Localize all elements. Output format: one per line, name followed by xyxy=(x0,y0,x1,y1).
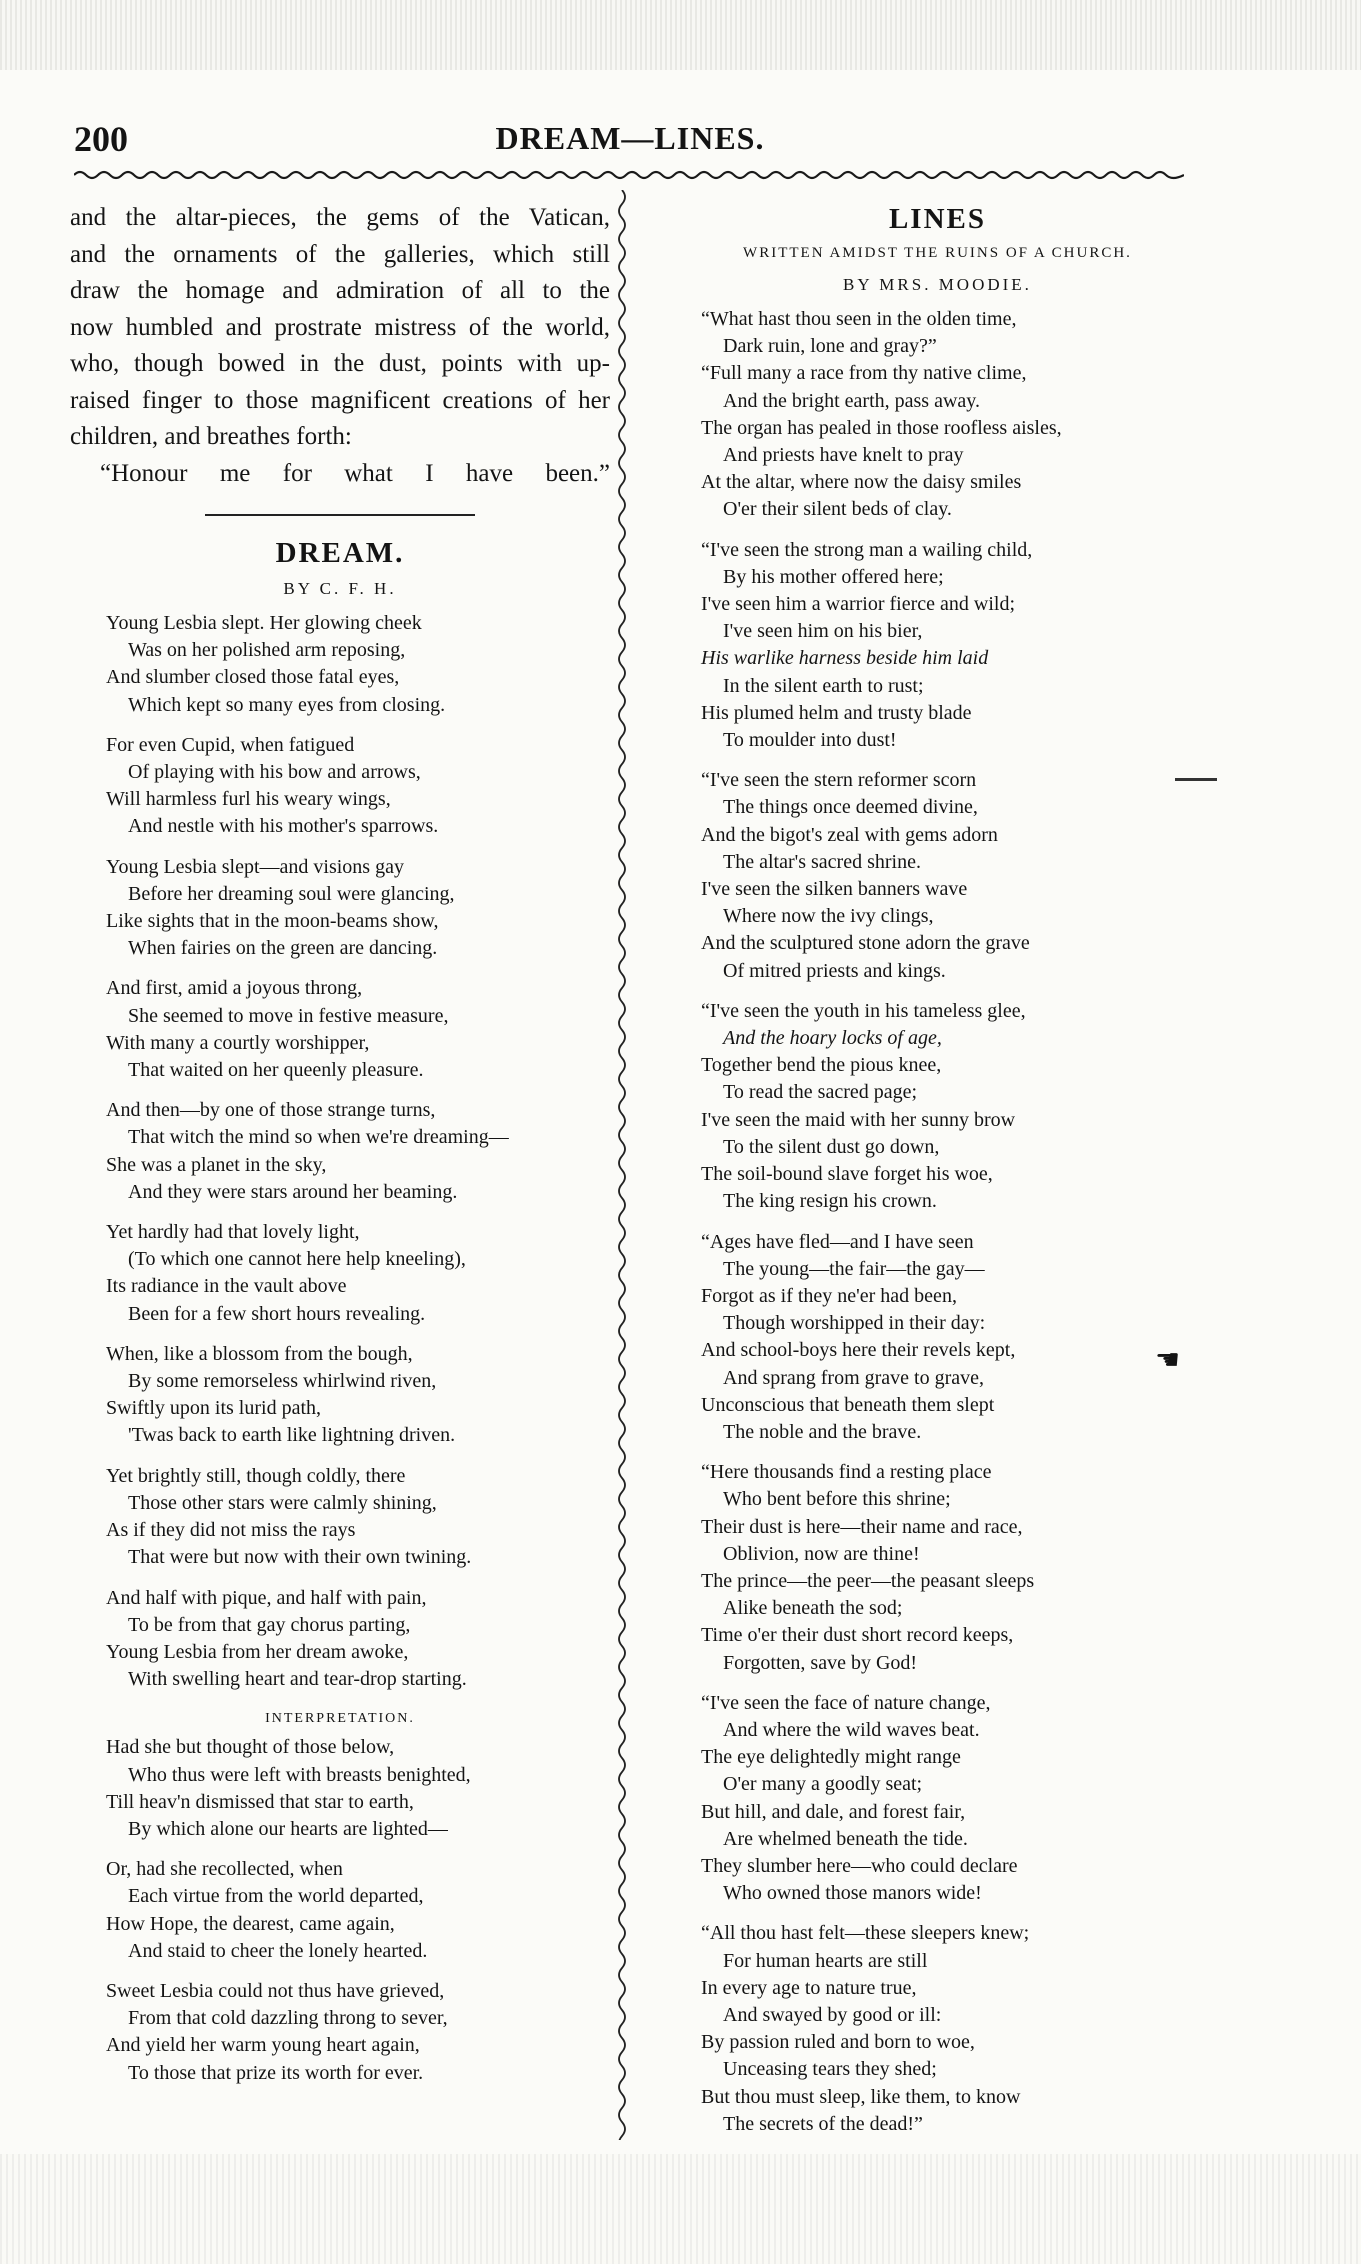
dream-title: DREAM. xyxy=(275,537,405,569)
verse-line: When fairies on the green are dancing. xyxy=(128,937,438,960)
verse-line: From that cold dazzling throng to sever, xyxy=(128,2007,448,2030)
verse-line: “I've seen the youth in his tameless glee, xyxy=(701,999,1026,1022)
verse-line: Forgotten, save by God! xyxy=(723,1651,918,1674)
verse-line: And swayed by good or ill: xyxy=(723,2003,942,2026)
header-wavy-rule xyxy=(74,166,1184,184)
verse-line: I've seen him on his bier, xyxy=(723,620,923,643)
prose-line: raised finger to those magnificent creations of her xyxy=(70,386,610,414)
verse-line: With swelling heart and tear-drop starting. xyxy=(128,1668,467,1691)
verse-line: And the hoary locks of age, xyxy=(723,1027,942,1050)
verse-line: 'Twas back to earth like lightning driven. xyxy=(128,1424,456,1447)
verse-line: Had she but thought of those below, xyxy=(106,1736,395,1759)
verse-line: By some remorseless whirlwind riven, xyxy=(128,1370,437,1393)
stanza xyxy=(70,975,610,1084)
verse-line: That were but now with their own twining. xyxy=(128,1546,472,1569)
verse-line: The prince—the peer—the peasant sleeps xyxy=(701,1569,1035,1592)
stanza xyxy=(70,1463,610,1572)
verse-line: Young Lesbia slept—and visions gay xyxy=(106,855,404,878)
dream-byline: BY C. F. H. xyxy=(283,579,397,598)
verse-line: Forgot as if they ne'er had been, xyxy=(701,1284,957,1307)
prose-line: and the altar-pieces, the gems of the Vatican, xyxy=(70,204,610,231)
verse-line: The king resign his crown. xyxy=(723,1190,937,1213)
verse-line: Unceasing tears they shed; xyxy=(723,2058,937,2081)
verse-line: By his mother offered here; xyxy=(723,565,944,588)
stanza xyxy=(70,1585,610,1694)
verse-line: And school-boys here their revels kept, xyxy=(701,1339,1016,1362)
verse-line: Though worshipped in their day: xyxy=(723,1312,986,1335)
verse-line: To moulder into dust! xyxy=(723,729,897,752)
verse-line: And the bigot's zeal with gems adorn xyxy=(701,823,998,846)
dream-stanzas xyxy=(70,610,610,1693)
section-rule xyxy=(205,514,475,516)
verse-line: (To which one cannot here help kneeling), xyxy=(128,1248,466,1271)
verse-line: To those that prize its worth for ever. xyxy=(128,2061,424,2084)
lines-byline: BY MRS. MOODIE. xyxy=(843,275,1032,294)
verse-line: O'er their silent beds of clay. xyxy=(723,498,952,521)
stanza xyxy=(665,306,1210,524)
verse-line: Oblivion, now are thine! xyxy=(723,1542,920,1565)
verse-line: Been for a few short hours revealing. xyxy=(128,1302,426,1325)
verse-line: Together bend the pious knee, xyxy=(701,1054,942,1077)
verse-line: Those other stars were calmly shining, xyxy=(128,1491,437,1514)
lines-stanzas xyxy=(665,306,1210,2138)
stanza xyxy=(665,1690,1210,1908)
verse-line: Young Lesbia from her dream awoke, xyxy=(106,1640,409,1663)
page-edge-bottom xyxy=(0,2154,1361,2264)
verse-line: And the bright earth, pass away. xyxy=(723,389,980,412)
verse-line: To be from that gay chorus parting, xyxy=(128,1613,411,1636)
verse-line: “What hast thou seen in the olden time, xyxy=(701,308,1017,330)
verse-line: Like sights that in the moon-beams show, xyxy=(106,910,439,933)
verse-line: For even Cupid, when fatigued xyxy=(106,733,355,756)
verse-line: And they were stars around her beaming. xyxy=(128,1180,458,1203)
verse-line: To the silent dust go down, xyxy=(723,1135,940,1158)
verse-line: When, like a blossom from the bough, xyxy=(106,1342,413,1365)
lines-subtitle: WRITTEN AMIDST THE RUINS OF A CHURCH. xyxy=(743,245,1132,261)
verse-line: The secrets of the dead!” xyxy=(723,2112,923,2135)
verse-line: Will harmless furl his weary wings, xyxy=(106,788,391,811)
verse-line: By passion ruled and born to woe, xyxy=(701,2031,975,2054)
verse-line: The noble and the brave. xyxy=(723,1420,922,1443)
verse-line: “Full many a race from thy native clime, xyxy=(701,362,1027,385)
verse-line: Of playing with his bow and arrows, xyxy=(128,761,421,784)
verse-line: His warlike harness beside him laid xyxy=(701,647,989,670)
stanza xyxy=(665,998,1210,1216)
verse-line: But hill, and dale, and forest fair, xyxy=(701,1800,966,1823)
left-column xyxy=(70,200,610,2100)
verse-line: At the altar, where now the daisy smiles xyxy=(701,471,1022,494)
verse-line: And staid to cheer the lonely hearted. xyxy=(128,1939,428,1962)
verse-line: Who bent before this shrine; xyxy=(723,1488,951,1511)
stanza xyxy=(70,1097,610,1206)
verse-line: As if they did not miss the rays xyxy=(106,1519,356,1542)
stanza xyxy=(70,1978,610,2087)
prose-line: who, though bowed in the dust, points with up- xyxy=(70,350,610,377)
verse-line: Dark ruin, lone and gray?” xyxy=(723,335,937,358)
stanza xyxy=(70,1219,610,1328)
verse-line: And priests have knelt to pray xyxy=(723,444,964,467)
verse-line: The eye delightedly might range xyxy=(701,1746,961,1769)
verse-line: Their dust is here—their name and race, xyxy=(701,1515,1023,1538)
stanza xyxy=(70,610,610,719)
prose-continuation xyxy=(70,200,610,492)
verse-line: That waited on her queenly pleasure. xyxy=(128,1059,424,1082)
page-edge-top xyxy=(0,0,1361,70)
verse-line: She seemed to move in festive measure, xyxy=(128,1004,449,1027)
verse-line: Yet hardly had that lovely light, xyxy=(106,1221,360,1244)
stanza xyxy=(665,1459,1210,1677)
verse-line: And first, amid a joyous throng, xyxy=(106,977,363,1000)
verse-line: Till heav'n dismissed that star to earth, xyxy=(106,1790,414,1813)
verse-line: “I've seen the strong man a wailing child, xyxy=(701,538,1033,561)
verse-line: The altar's sacred shrine. xyxy=(723,850,921,873)
running-head: DREAM—LINES. xyxy=(495,120,765,156)
verse-line: Alike beneath the sod; xyxy=(723,1597,903,1620)
verse-line: Its radiance in the vault above xyxy=(106,1275,347,1298)
verse-line: And yield her warm young heart again, xyxy=(106,2034,420,2057)
interpretation-stanzas xyxy=(70,1734,610,2086)
verse-line: Where now the ivy clings, xyxy=(723,905,934,928)
verse-line: The young—the fair—the gay— xyxy=(723,1257,985,1280)
verse-line: Who owned those manors wide! xyxy=(723,1882,982,1905)
verse-line: “Ages have fled—and I have seen xyxy=(701,1230,974,1253)
prose-line: draw the homage and admiration of all to the xyxy=(70,277,610,304)
verse-line: I've seen him a warrior fierce and wild; xyxy=(701,593,1016,616)
stanza xyxy=(70,732,610,841)
stanza xyxy=(665,1920,1210,2138)
verse-line: And the sculptured stone adorn the grave xyxy=(701,932,1030,955)
verse-line: For human hearts are still xyxy=(723,1949,928,1972)
verse-line: And then—by one of those strange turns, xyxy=(106,1099,436,1122)
verse-line: Sweet Lesbia could not thus have grieved, xyxy=(106,1979,445,2002)
stanza xyxy=(665,1229,1210,1447)
verse-line: And slumber closed those fatal eyes, xyxy=(106,666,400,689)
lines-title: LINES xyxy=(888,203,987,235)
verse-line: In the silent earth to rust; xyxy=(723,674,924,697)
verse-line: And sprang from grave to grave, xyxy=(723,1366,985,1389)
page-header xyxy=(70,112,1190,162)
verse-line: “I've seen the face of nature change, xyxy=(701,1691,991,1714)
stanza xyxy=(665,767,1210,985)
verse-line: Which kept so many eyes from closing. xyxy=(128,693,446,716)
interpretation-heading: INTERPRETATION. xyxy=(265,1711,415,1727)
verse-line: Was on her polished arm reposing, xyxy=(128,639,406,662)
verse-line: And where the wild waves beat. xyxy=(723,1718,980,1741)
verse-line: Unconscious that beneath them slept xyxy=(701,1393,995,1416)
verse-line: She was a planet in the sky, xyxy=(106,1153,327,1176)
verse-line: That witch the mind so when we're dreaming— xyxy=(128,1126,509,1149)
verse-line: I've seen the silken banners wave xyxy=(701,878,968,901)
right-column xyxy=(665,200,1210,2151)
verse-line: His plumed helm and trusty blade xyxy=(701,701,972,724)
verse-line: Who thus were left with breasts benighted, xyxy=(128,1763,471,1786)
page-number: 200 xyxy=(74,119,128,159)
verse-line: The organ has pealed in those roofless aisles, xyxy=(701,416,1062,439)
verse-line: And nestle with his mother's sparrows. xyxy=(128,815,439,838)
prose-line: children, and breathes forth: xyxy=(70,423,352,450)
verse-line: But thou must sleep, like them, to know xyxy=(701,2085,1021,2108)
prose-line: and the ornaments of the galleries, which still xyxy=(70,240,610,268)
verse-line: The soil-bound slave forget his woe, xyxy=(701,1163,993,1186)
verse-line: Or, had she recollected, when xyxy=(106,1858,343,1881)
verse-line: Before her dreaming soul were glancing, xyxy=(128,882,455,905)
verse-line: “Here thousands find a resting place xyxy=(701,1461,992,1484)
verse-line: “I've seen the stern reformer scorn xyxy=(701,769,977,792)
verse-line: Yet brightly still, though coldly, there xyxy=(106,1464,406,1487)
verse-line: “All thou hast felt—these sleepers knew; xyxy=(701,1922,1030,1945)
verse-line: I've seen the maid with her sunny brow xyxy=(701,1108,1016,1131)
verse-line: Swiftly upon its lurid path, xyxy=(106,1397,321,1420)
verse-line: The things once deemed divine, xyxy=(723,796,978,819)
verse-line: How Hope, the dearest, came again, xyxy=(106,1912,395,1935)
verse-line: In every age to nature true, xyxy=(701,1976,917,1999)
prose-line: now humbled and prostrate mistress of the world, xyxy=(70,313,610,341)
verse-line: They slumber here—who could declare xyxy=(701,1854,1018,1877)
verse-line: Young Lesbia slept. Her glowing cheek xyxy=(106,612,422,634)
verse-line: O'er many a goodly seat; xyxy=(723,1773,923,1796)
pointing-hand-icon: ☚ xyxy=(1155,1345,1181,1376)
margin-dash-mark xyxy=(1175,778,1217,781)
stanza xyxy=(70,1734,610,1843)
verse-line: Each virtue from the world departed, xyxy=(128,1885,424,1908)
verse-line: By which alone our hearts are lighted— xyxy=(128,1817,448,1840)
verse-line: Are whelmed beneath the tide. xyxy=(723,1827,968,1850)
stanza xyxy=(70,1341,610,1450)
verse-line: To read the sacred page; xyxy=(723,1081,918,1104)
prose-quote: “Honour me for what I have been.” xyxy=(100,459,610,487)
verse-line: With many a courtly worshipper, xyxy=(106,1031,370,1054)
stanza xyxy=(665,537,1210,755)
verse-line: Of mitred priests and kings. xyxy=(723,959,946,982)
verse-line: And half with pique, and half with pain, xyxy=(106,1586,427,1609)
verse-line: Time o'er their dust short record keeps, xyxy=(701,1624,1014,1647)
column-divider xyxy=(612,190,632,2140)
stanza xyxy=(70,854,610,963)
stanza xyxy=(70,1856,610,1965)
